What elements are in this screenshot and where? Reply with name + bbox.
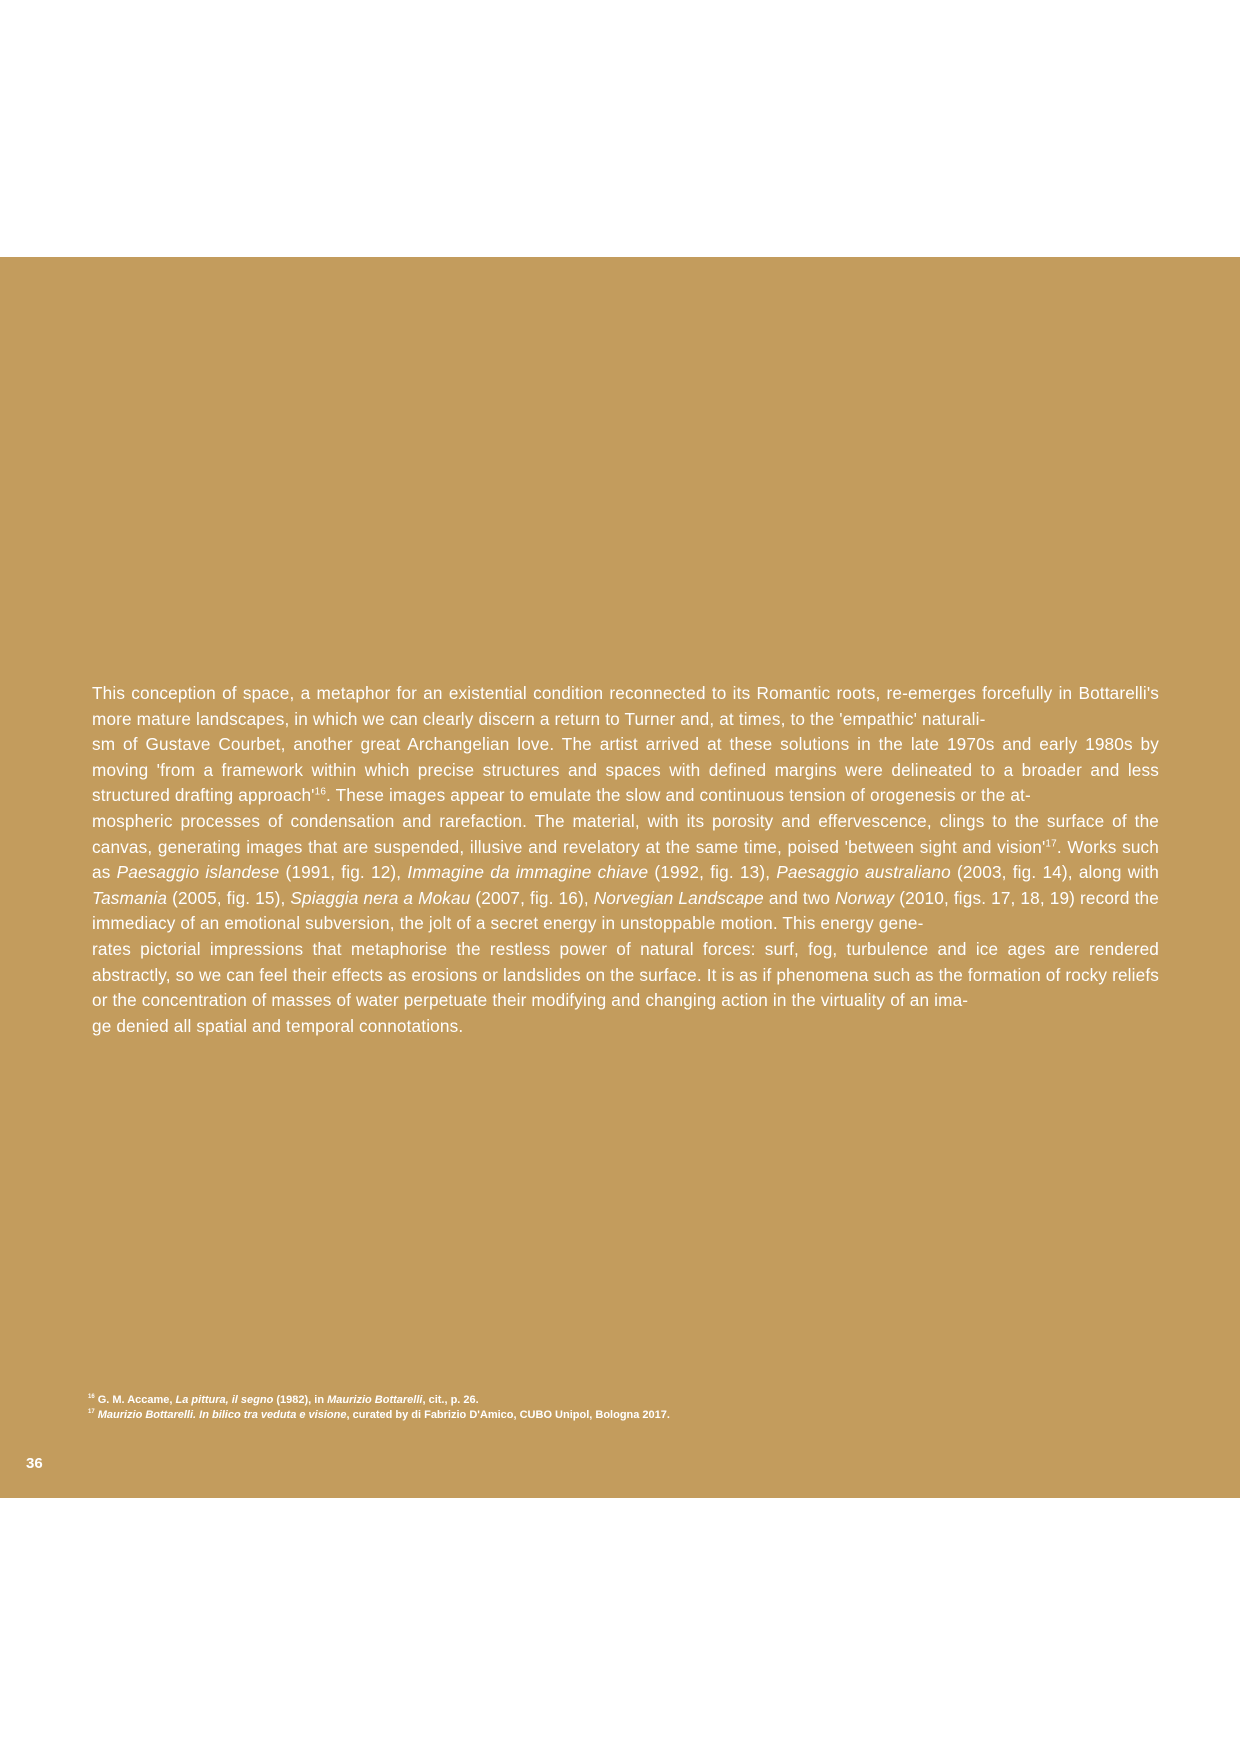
footnote-number: 16 xyxy=(88,1394,95,1401)
body-text-run: (1991, fig. 12), xyxy=(279,862,408,883)
body-text-run: (2010, figs. 17, 18, 19) record the immediacy of an emotional subversion, the jolt of a secret energy in unstoppable motion. This energy gene- xyxy=(92,887,1159,934)
footnote-text: , cit., p. 26. xyxy=(422,1394,479,1406)
body-text-run: and two xyxy=(763,887,836,908)
artwork-title: Norvegian Landscape xyxy=(593,887,764,908)
body-text-run: mospheric processes of condensation and rarefaction. The material, with its porosity and effervescence, clings to the surface of the canvas, generating images that are suspended, illusive and revelatory at the same time, poised 'between sight and vision' xyxy=(92,810,1159,857)
body-text-run: (2007, fig. 16), xyxy=(470,887,594,908)
body-text-run: ge denied all spatial and temporal connotations. xyxy=(92,1015,464,1036)
footnote-17 xyxy=(88,1408,988,1423)
footnotes xyxy=(88,1393,988,1422)
artwork-title: Norway xyxy=(835,887,895,908)
footnote-title: La pittura, il segno xyxy=(175,1394,274,1406)
artwork-title: Spiaggia nera a Mokau xyxy=(290,887,471,908)
footnote-title: Maurizio Bottarelli. In bilico tra veduta e visione xyxy=(97,1408,347,1421)
body-text-run: (2005, fig. 15), xyxy=(167,887,291,908)
footnote-ref-17: 17 xyxy=(1045,837,1057,849)
body-text-run: This conception of space, a metaphor for an existential condition reconnected to its Romantic roots, re-emerges forcefully in Bottarelli's more mature landscapes, in which we can clearly discern a return to Turner and, at times, to the 'empathic' naturali- xyxy=(92,683,1159,729)
footnote-ref-16: 16 xyxy=(314,786,327,798)
artwork-title: Paesaggio islandese xyxy=(116,862,280,883)
footnote-text: (1982), in xyxy=(273,1394,328,1406)
footnote-text: , curated by di Fabrizio D'Amico, CUBO Unipol, Bologna 2017. xyxy=(346,1408,670,1421)
footnote-number: 17 xyxy=(88,1408,95,1415)
artwork-title: Paesaggio australiano xyxy=(776,862,951,883)
artwork-title: Tasmania xyxy=(92,887,168,908)
content-panel xyxy=(0,257,1240,1498)
body-text-run: . These images appear to emulate the slow and continuous tension of orogenesis or the at- xyxy=(326,785,1031,806)
body-text-run: (2003, fig. 14), along with xyxy=(950,862,1159,883)
body-text-run: rates pictorial impressions that metaphorise the restless power of natural forces: surf, fog, turbulence and ice ages are rendered abstractly, so we can feel their effects as erosions or landslides on the surface. It is as if phenomena such as the formation of rocky reliefs or the concentration of masses of water perpetuate their modifying and changing action in the virtuality of an ima- xyxy=(92,938,1159,1011)
artwork-title: Immagine da immagine chiave xyxy=(407,862,649,883)
body-paragraph xyxy=(92,681,1159,1039)
footnote-text: G. M. Accame, xyxy=(97,1394,176,1406)
footnote-16 xyxy=(88,1393,988,1408)
body-text-run: . Works such as xyxy=(92,836,1160,883)
page-number: 36 xyxy=(26,1455,43,1472)
body-text-run: sm of Gustave Courbet, another great Archangelian love. The artist arrived at these solutions in the late 1970s and early 1980s by moving 'from a framework within which precise structures and spaces with defined margins were delineated to a broader and less structured drafting approach' xyxy=(92,734,1159,806)
footnote-title: Maurizio Bottarelli xyxy=(327,1394,423,1406)
body-text-run: (1992, fig. 13), xyxy=(648,862,777,883)
